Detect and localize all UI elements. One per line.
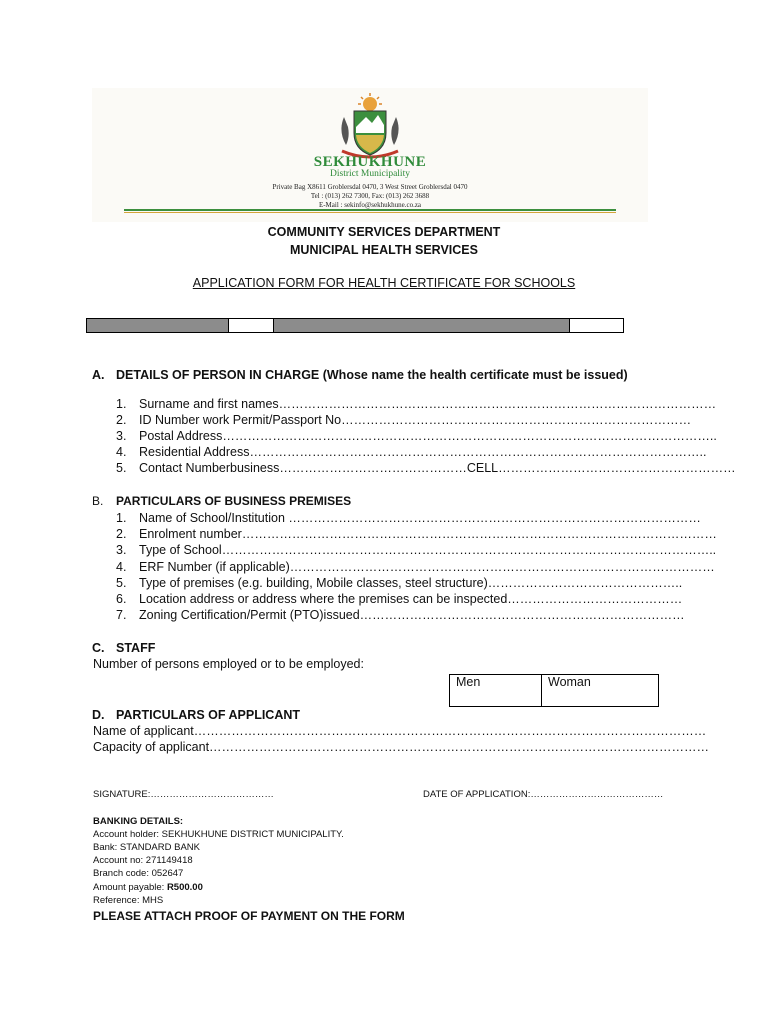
staff-prompt: Number of persons employed or to be employed: xyxy=(93,657,364,671)
office-use-field[interactable] xyxy=(228,318,274,333)
applicant-name-field[interactable]: Name of applicant…………………………………………………………………………………………………………… xyxy=(93,724,707,738)
section-c-letter: C. xyxy=(92,641,105,655)
account-holder: Account holder: SEKHUKHUNE DISTRICT MUNICIPALITY. xyxy=(93,829,344,840)
list-item-number: 1. xyxy=(116,511,127,525)
phone-fax: Tel : (013) 262 7300, Fax: (013) 262 3688 xyxy=(310,192,430,200)
list-item-number: 7. xyxy=(116,608,127,622)
department-title: COMMUNITY SERVICES DEPARTMENT xyxy=(267,225,501,239)
location-address-field[interactable]: Location address or address where the premises can be inspected…………………………………… xyxy=(139,592,683,606)
form-title: APPLICATION FORM FOR HEALTH CERTIFICATE FOR SCHOOLS xyxy=(192,276,576,290)
attach-proof-notice: PLEASE ATTACH PROOF OF PAYMENT ON THE FORM xyxy=(93,909,405,923)
section-d-title: PARTICULARS OF APPLICANT xyxy=(116,708,301,722)
contact-number-field[interactable]: Contact Numberbusiness………………………………………CELL………………………………………………… xyxy=(139,461,736,475)
residential-address-field[interactable]: Residential Address……………………………………………………………………………………………….. xyxy=(139,445,707,459)
list-item-number: 6. xyxy=(116,592,127,606)
branch-code: Branch code: 052647 xyxy=(93,868,184,879)
email-address: E-Mail : sekinfo@sekhukhune.co.za xyxy=(318,201,422,209)
postal-address-field[interactable]: Postal Address……………………………………………………………………………………………………….. xyxy=(139,429,717,443)
school-type-field[interactable]: Type of School……………………………………………………………………………………………………….. xyxy=(139,543,717,557)
list-item-number: 1. xyxy=(116,397,127,411)
section-d-letter: D. xyxy=(92,708,105,722)
application-date-field[interactable]: DATE OF APPLICATION:…………………………………… xyxy=(423,789,664,800)
surname-field[interactable]: Surname and first names…………………………………………………………………………………………… xyxy=(139,397,717,411)
zoning-certification-field[interactable]: Zoning Certification/Permit (PTO)issued…………………………………………………………………… xyxy=(139,608,685,622)
amount-payable xyxy=(93,882,203,893)
section-a-letter: A. xyxy=(92,368,105,382)
list-item-number: 2. xyxy=(116,527,127,541)
men-count-cell[interactable]: Men xyxy=(456,675,481,689)
women-count-cell[interactable]: Woman xyxy=(548,675,591,689)
list-item-number: 5. xyxy=(116,576,127,590)
list-item-number: 3. xyxy=(116,429,127,443)
office-use-box xyxy=(273,318,570,333)
id-number-field[interactable]: ID Number work Permit/Passport No………………………………………………………………………… xyxy=(139,413,692,427)
banking-heading: BANKING DETAILS: xyxy=(93,816,184,827)
service-title: MUNICIPAL HEALTH SERVICES xyxy=(290,243,478,257)
payment-reference: Reference: MHS xyxy=(93,895,164,906)
section-a-title: DETAILS OF PERSON IN CHARGE (Whose name the health certificate must be issued) xyxy=(116,368,628,382)
section-b-letter: B. xyxy=(92,494,104,508)
list-item-number: 3. xyxy=(116,543,127,557)
list-item-number: 5. xyxy=(116,461,127,475)
account-number: Account no: 271149418 xyxy=(93,855,193,866)
signature-field[interactable]: SIGNATURE:………………………………… xyxy=(93,789,274,800)
section-c-title: STAFF xyxy=(116,641,156,655)
list-item-number: 2. xyxy=(116,413,127,427)
premises-type-field[interactable]: Type of premises (e.g. building, Mobile classes, steel structure)……………………………………….. xyxy=(139,576,683,590)
staff-table-divider xyxy=(541,674,542,707)
letterhead-rule-accent xyxy=(124,212,616,213)
school-name-field[interactable]: Name of School/Institution ……………………………………………………………………………………… xyxy=(139,511,701,525)
amount-label: Amount payable: xyxy=(93,882,167,893)
list-item-number: 4. xyxy=(116,445,127,459)
bank-name: Bank: STANDARD BANK xyxy=(93,842,200,853)
municipality-name: SEKHUKHUNE xyxy=(313,154,427,170)
municipal-crest-icon xyxy=(332,93,408,163)
letterhead-rule xyxy=(124,209,616,211)
applicant-capacity-field[interactable]: Capacity of applicant………………………………………………………………………………………………………… xyxy=(93,740,710,754)
letterhead xyxy=(92,88,648,222)
section-b-title: PARTICULARS OF BUSINESS PREMISES xyxy=(116,494,352,508)
amount-value: R500.00 xyxy=(166,882,203,893)
erf-number-field[interactable]: ERF Number (if applicable)………………………………………………………………………………………… xyxy=(139,560,715,574)
postal-address: Private Bag X8611 Groblersdal 0470, 3 West Street Groblersdal 0470 xyxy=(272,183,468,191)
municipality-subtitle: District Municipality xyxy=(330,169,410,179)
office-use-box xyxy=(86,318,229,333)
enrolment-field[interactable]: Enrolment number…………………………………………………………………………………………………… xyxy=(139,527,717,541)
office-use-field[interactable] xyxy=(569,318,624,333)
list-item-number: 4. xyxy=(116,560,127,574)
